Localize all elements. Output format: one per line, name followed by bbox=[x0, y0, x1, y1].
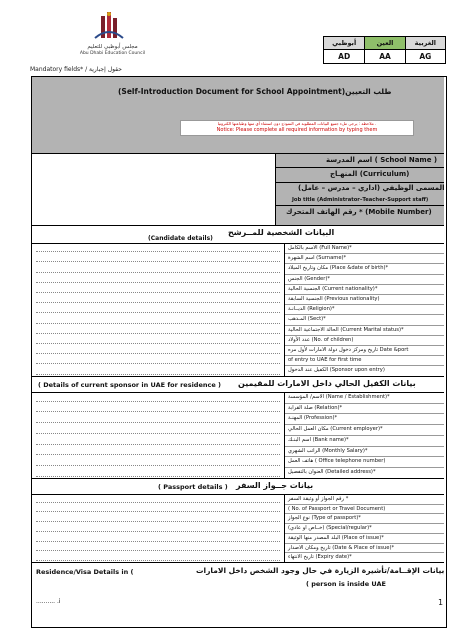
field-label: الديــانـة (Religion)* bbox=[288, 306, 335, 313]
field-label: تاريخ ومركز دخول دولة الامارات لأول مره Date &port bbox=[288, 347, 409, 353]
field-label: اسم الشهرة (Surname)* bbox=[288, 255, 347, 262]
school-name-input[interactable] bbox=[33, 155, 273, 166]
page-number: 1 bbox=[438, 598, 444, 607]
field-label: of entry to UAE for first time bbox=[288, 357, 362, 364]
school-name-label: اسم المدرسة ( School Name ) bbox=[326, 156, 438, 164]
passport-heading-en: ( Passport details ) bbox=[158, 483, 228, 491]
candidate-heading-en: (Candidate details) bbox=[148, 235, 213, 242]
curriculum-label: المنهـاج (Curriculum) bbox=[330, 170, 410, 178]
field-label: الحالة الاجتماعية الحالية (Current Marital status)* bbox=[288, 326, 404, 333]
footer-left: .......... .i bbox=[36, 598, 61, 605]
field-label: العنوان بالتفصيل (Detailed address)* bbox=[288, 468, 376, 475]
sponsor-heading-ar: بيانات الكفيل الحالي داخل الامارات للمقيمين bbox=[238, 379, 416, 388]
job-title-label-en: Job title (Administrator–Teacher-Support staff) bbox=[292, 197, 429, 203]
job-title-input[interactable] bbox=[33, 184, 273, 203]
field-label: اسم البنـك (Bank name)* bbox=[288, 436, 349, 443]
sponsor-heading-en: ( Details of current sponsor in UAE for residence ) bbox=[38, 381, 221, 389]
region-code: AA bbox=[379, 52, 391, 61]
region-name: أبوظبي bbox=[324, 37, 364, 50]
region-code: AD bbox=[338, 52, 351, 61]
passport-heading-ar: بيانات جــواز السفر bbox=[236, 481, 314, 490]
notice-box bbox=[180, 120, 414, 136]
field-label: ( No. of Passport or Travel Document) bbox=[288, 505, 386, 512]
form-title: (Self-Introduction Document for School Appointment)طلب التعيين bbox=[118, 87, 392, 96]
field-label: رقم الجواز أو وثيقة السفر * bbox=[288, 496, 349, 502]
notice-arabic: ملاحظة : يرجى ملء جميع البيانات المطلوبة في النموذج دون استثناء أي منها وطباعتها الكترونيا . bbox=[217, 121, 377, 126]
field-label: المـذهب (Sect)* bbox=[288, 316, 326, 323]
field-label: الجنسية السابقة (Previous nationality) bbox=[288, 296, 380, 302]
adec-logo bbox=[85, 10, 133, 44]
region-name: العين bbox=[365, 37, 404, 50]
job-title-label-ar: المسمى الوظيفي (اداري – مدرس – عامل) bbox=[298, 184, 445, 192]
mobile-input[interactable] bbox=[33, 207, 273, 223]
field-label: المهنـة (Profession)* bbox=[288, 415, 338, 422]
field-label: الكفيل عند الدخول (Sponsor upon entry) bbox=[288, 367, 385, 374]
region-table bbox=[323, 36, 446, 64]
field-label: عدد الأولاد (No. of children) bbox=[288, 336, 354, 343]
field-label: (خــاص او عادي) (Special/regular)* bbox=[288, 525, 372, 532]
candidate-heading-ar: البيانات الشخصية للمــرشح bbox=[228, 228, 335, 237]
field-label: نوع الجواز (Type of passport)* bbox=[288, 515, 361, 522]
field-label: تاريخ ومكان الاصدار (Date & Place of issue)* bbox=[288, 544, 395, 551]
notice-english: Notice: Please complete all required information by typing them bbox=[216, 127, 378, 133]
field-label: تاريخ الانتهاء (Expiry date)* bbox=[288, 554, 352, 561]
field-label: الجنسية الحالية (Current nationality)* bbox=[288, 285, 378, 292]
mandatory-note: Mandatory fields* / حقول إجبارية bbox=[30, 66, 122, 73]
mobile-label: رقم الهاتف المتحرك * (Mobile Number) bbox=[286, 208, 432, 216]
field-label: مكان وتاريخ الميلاد (Place &date of birth)* bbox=[288, 265, 389, 272]
curriculum-input[interactable] bbox=[33, 169, 273, 180]
field-label: الاسم/ المؤسسة (Name / Establishment)* bbox=[288, 394, 390, 400]
field-label: الاسم بالكامل (Full Name)* bbox=[288, 245, 352, 251]
field-label: البلد المصدر منها الوثيقة (Place of issue)* bbox=[288, 534, 384, 541]
field-label: هاتف العمل ( Office telephone number) bbox=[288, 458, 386, 465]
org-name-arabic: مجلس أبوظبي للتعليم bbox=[87, 44, 138, 50]
region-cell-ag[interactable] bbox=[405, 37, 445, 63]
field-label: صلة القرابة (Relation)* bbox=[288, 404, 343, 411]
field-label: الراتب الشهري (Monthly Salary)* bbox=[288, 447, 368, 454]
region-cell-ad[interactable] bbox=[324, 37, 364, 63]
region-code: AG bbox=[419, 52, 432, 61]
visa-heading-en-2: ( person is inside UAE bbox=[306, 580, 386, 588]
org-name-english: Abu Dhabi Education Council bbox=[79, 51, 146, 56]
region-name: الغربية bbox=[406, 37, 445, 50]
field-label: الجنس (Gender)* bbox=[288, 275, 330, 282]
region-cell-aa[interactable] bbox=[364, 37, 404, 63]
visa-heading-ar: بيانات الإقــامة/تأشيرة الزيارة في حال وجود الشخص داخل الامارات bbox=[196, 566, 445, 575]
visa-heading-en-1: Residence/Visa Details in ( bbox=[36, 568, 134, 576]
field-label: مكان العمل الحالي (Current employer)* bbox=[288, 426, 383, 433]
